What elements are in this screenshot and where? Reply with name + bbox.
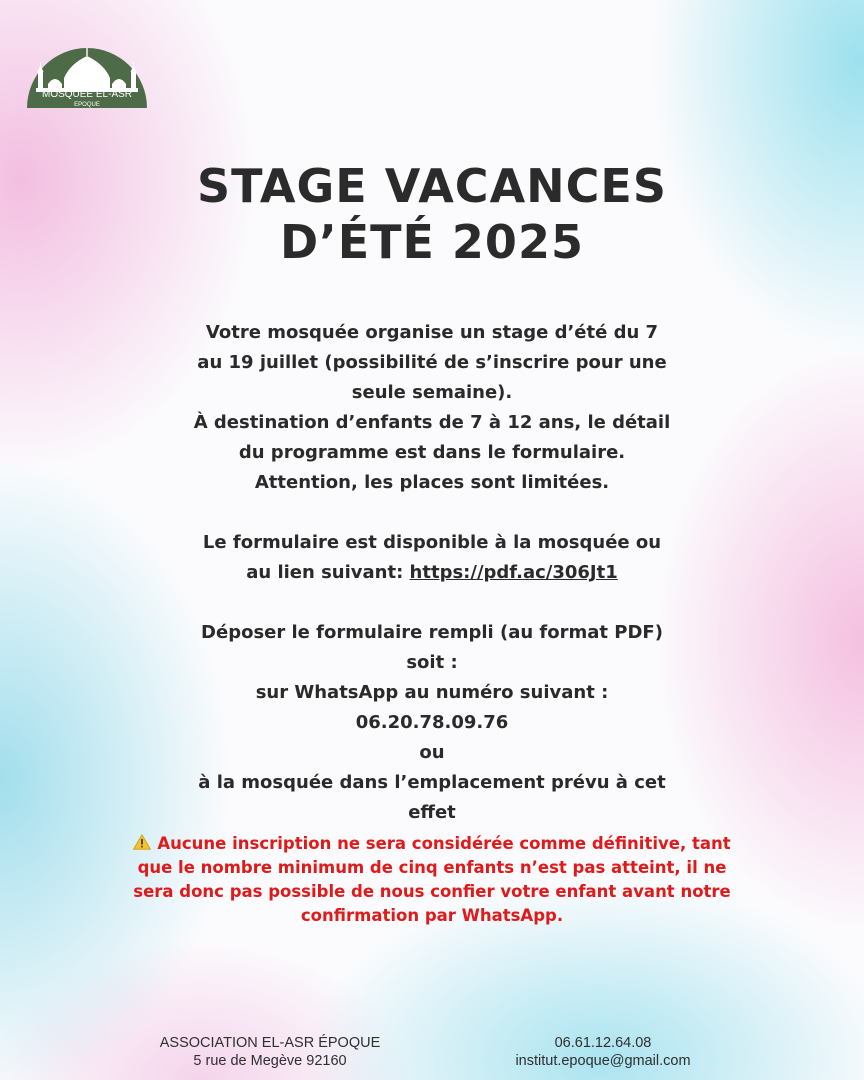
warning-line: que le nombre minimum de cinq enfants n’est pas atteint, il ne bbox=[137, 858, 727, 877]
logo-name: MOSQUÉE EL-ASR bbox=[41, 89, 133, 100]
deposit-line: effet bbox=[408, 802, 456, 823]
intro-line: au 19 juillet (possibilité de s’inscrire pour une bbox=[197, 352, 667, 373]
intro-line: seule semaine). bbox=[351, 382, 513, 403]
footer-association bbox=[130, 1034, 410, 1070]
deposit-line: soit : bbox=[406, 652, 458, 673]
whatsapp-number: 06.20.78.09.76 bbox=[355, 712, 509, 733]
warning-line: sera donc pas possible de nous confier votre enfant avant notre bbox=[133, 882, 731, 901]
logo-subtitle: EPOQUE bbox=[74, 102, 100, 108]
contact-phone: 06.61.12.64.08 bbox=[554, 1035, 652, 1051]
intro-line: Attention, les places sont limitées. bbox=[254, 472, 610, 493]
deposit-line: à la mosquée dans l’emplacement prévu à cet bbox=[198, 772, 666, 793]
page-title bbox=[100, 158, 764, 270]
form-line-1: Le formulaire est disponible à la mosquée ou bbox=[202, 532, 662, 553]
warning-icon bbox=[133, 834, 151, 850]
form-line-2 bbox=[120, 558, 744, 588]
intro-line: du programme est dans le formulaire. bbox=[238, 442, 626, 463]
mosque-logo bbox=[26, 28, 148, 114]
deposit-line: sur WhatsApp au numéro suivant : bbox=[255, 682, 609, 703]
spacer bbox=[120, 588, 744, 618]
footer-contact bbox=[458, 1034, 748, 1070]
warning-line: confirmation par WhatsApp. bbox=[300, 906, 564, 925]
association-name: ASSOCIATION EL-ASR ÉPOQUE bbox=[159, 1035, 381, 1051]
form-link[interactable]: https://pdf.ac/306Jt1 bbox=[409, 562, 618, 583]
warning-line bbox=[96, 832, 768, 856]
form-link-prefix: au lien suivant: bbox=[246, 562, 410, 583]
title-line-1: STAGE VACANCES bbox=[197, 159, 667, 213]
intro-line: Votre mosquée organise un stage d’été du 7 bbox=[205, 322, 659, 343]
warning-notice bbox=[96, 832, 768, 928]
contact-email: institut.epoque@gmail.com bbox=[515, 1053, 691, 1069]
deposit-line: ou bbox=[419, 742, 445, 763]
association-address: 5 rue de Megève 92160 bbox=[193, 1053, 347, 1069]
spacer bbox=[120, 498, 744, 528]
warning-line-text: Aucune inscription ne sera considérée comme définitive, tant bbox=[157, 834, 731, 853]
deposit-line: Déposer le formulaire rempli (au format PDF) bbox=[201, 622, 663, 643]
body-text bbox=[120, 318, 744, 828]
title-line-2: D’ÉTÉ 2025 bbox=[280, 215, 584, 269]
intro-line: À destination d’enfants de 7 à 12 ans, le détail bbox=[193, 412, 671, 433]
